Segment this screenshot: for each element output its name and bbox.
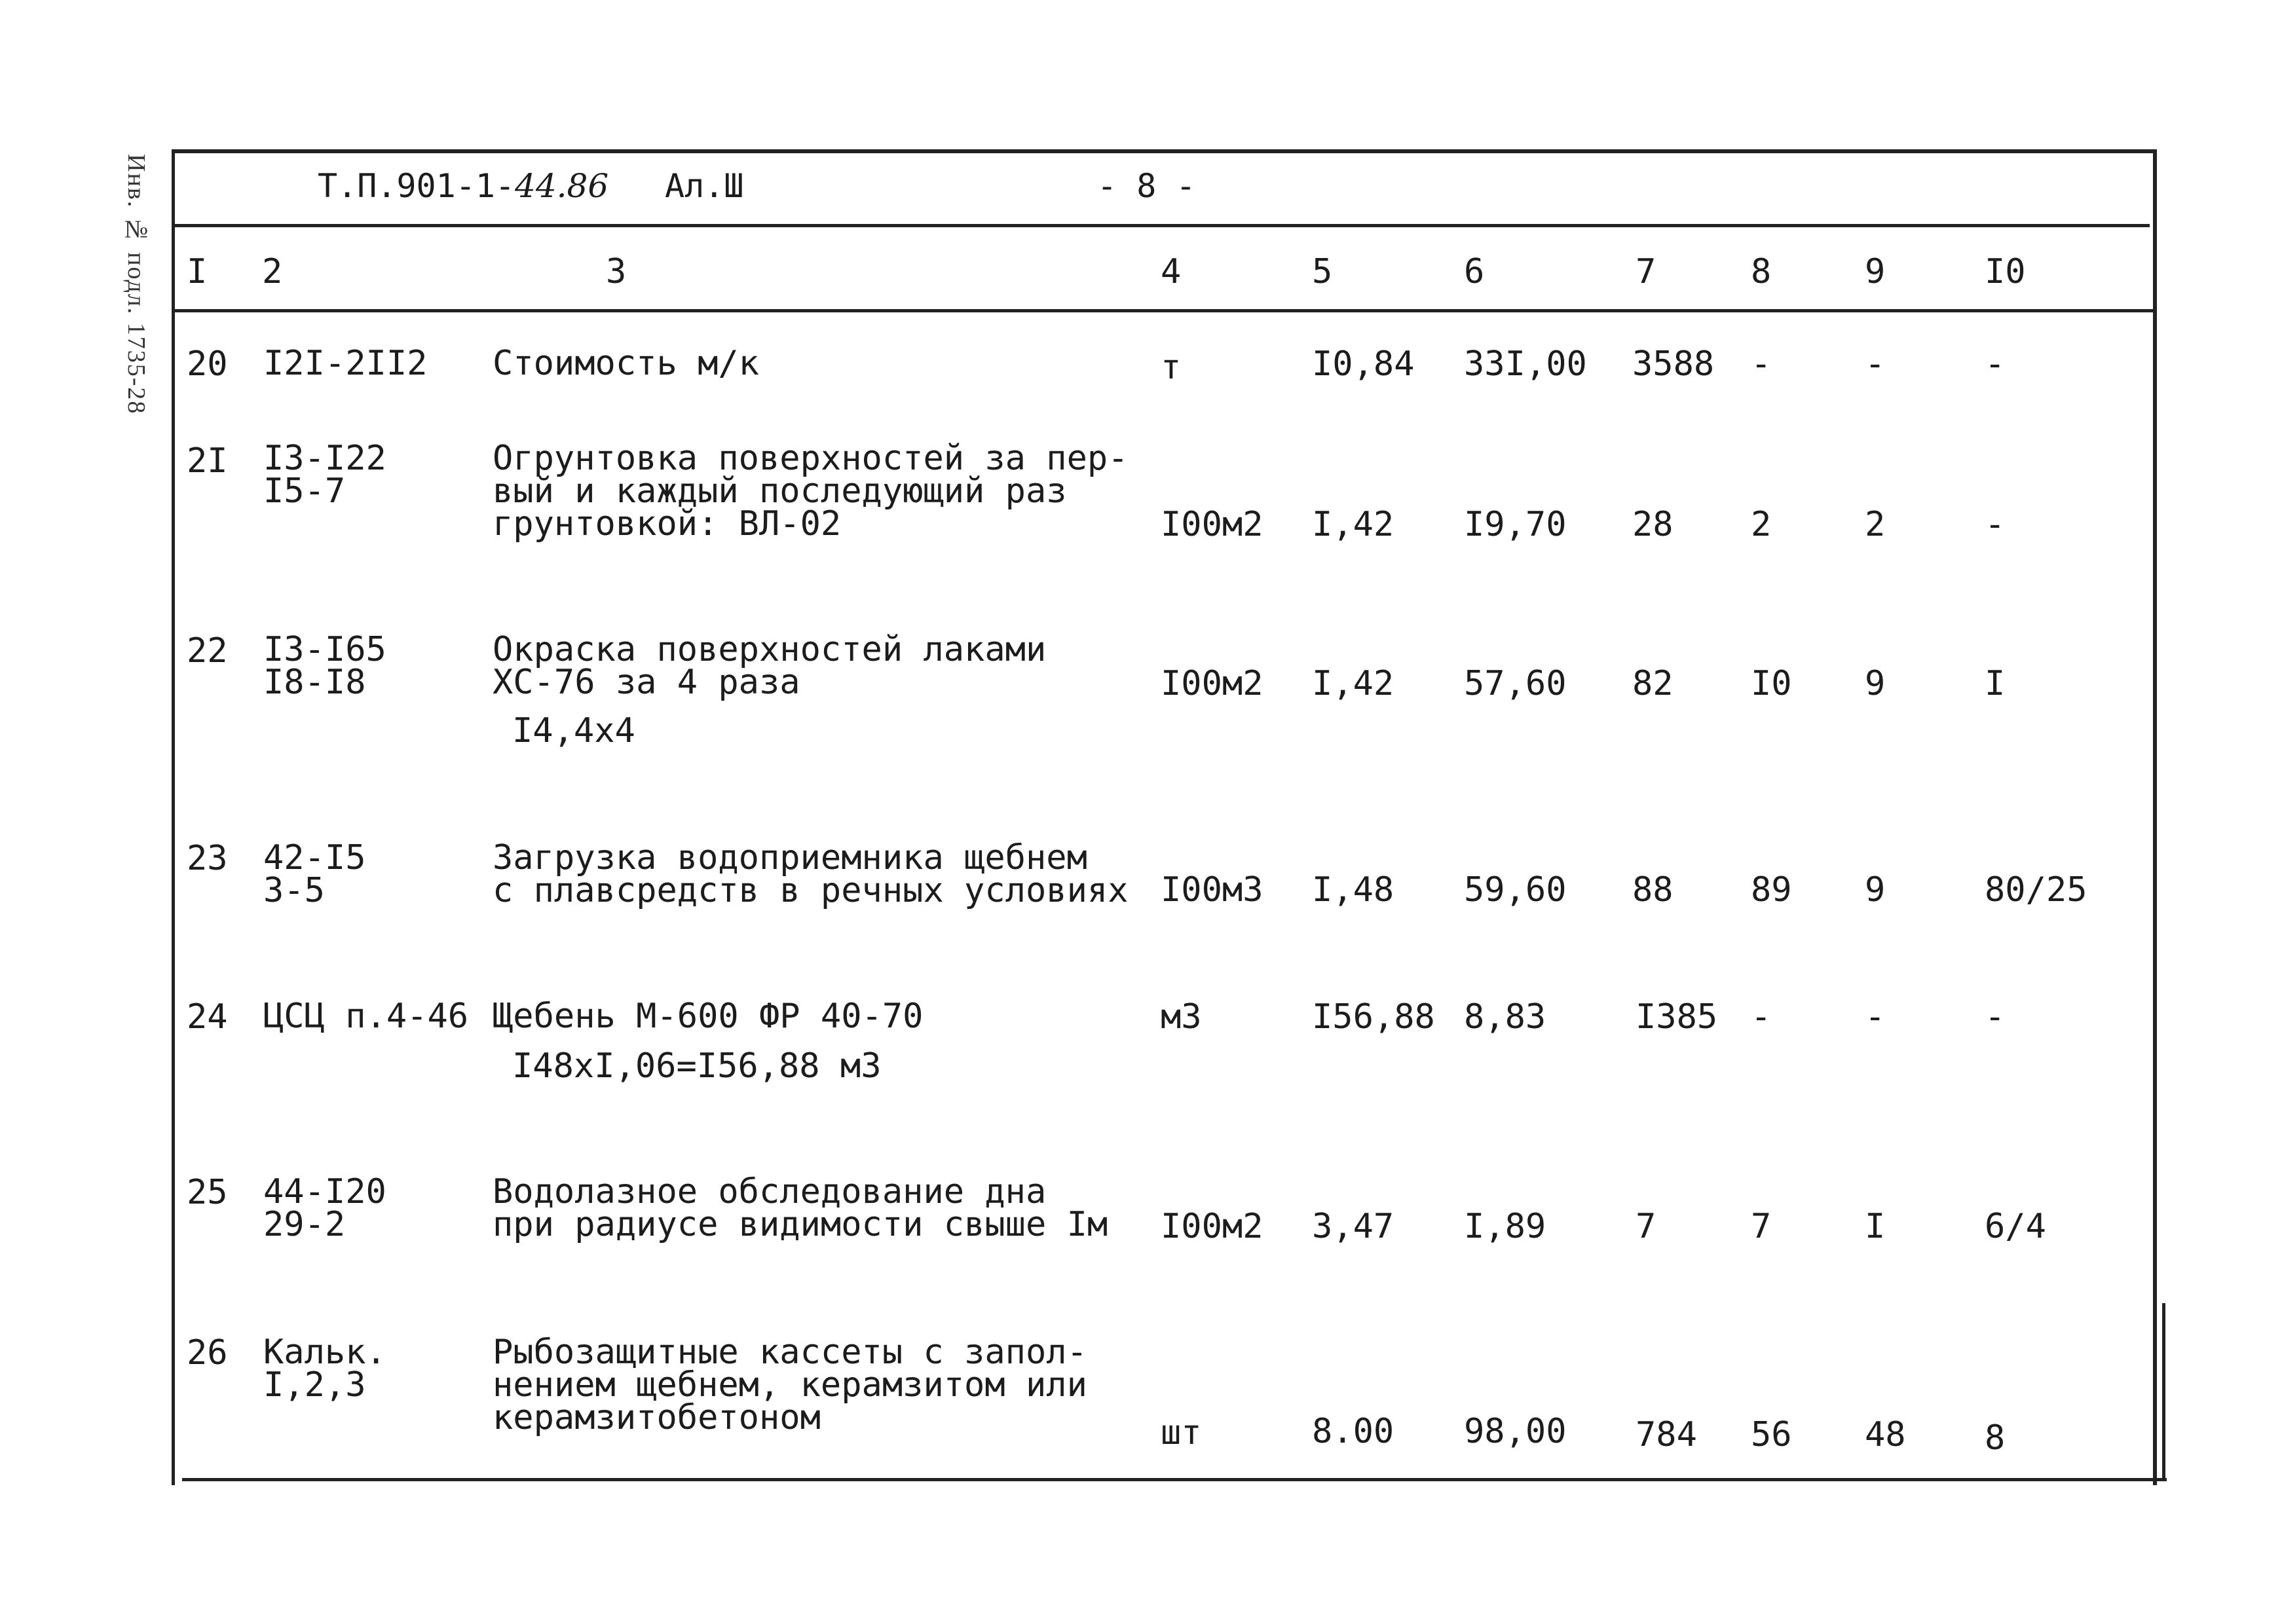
row-col9: -: [1865, 997, 1886, 1037]
row-number: 25: [187, 1173, 228, 1212]
col-head-6: 6: [1464, 252, 1485, 291]
row-col10: 80/25: [1985, 870, 2087, 910]
row-price: 59,60: [1464, 870, 1567, 910]
row-code: 42-I5 3-5: [263, 838, 366, 910]
row-number: 24: [187, 997, 228, 1037]
row-code: I3-I65 I8-I8: [263, 630, 386, 702]
row-code: ЦСЦ п.4-46: [263, 997, 469, 1036]
row-col8: 56: [1751, 1415, 1792, 1454]
row-unit: м3: [1161, 997, 1202, 1037]
row-note: I48xI,06=I56,88 м3: [512, 1046, 882, 1086]
row-col8: 7: [1751, 1207, 1772, 1246]
row-description: Окраска поверхностей лаками ХС-76 за 4 раза: [493, 630, 1047, 702]
row-quantity: I,48: [1312, 870, 1394, 910]
col-head-2: 2: [262, 252, 283, 291]
row-unit: I00м2: [1161, 1207, 1263, 1246]
row-quantity: I0,84: [1312, 344, 1415, 384]
row-number: 22: [187, 631, 228, 671]
row-total: 88: [1632, 870, 1674, 910]
row-total: 28: [1632, 505, 1674, 544]
row-description: Загрузка водоприемника щебнем с плавсредств в речных условиях: [493, 838, 1129, 910]
row-description: Щебень М-600 ФР 40-70: [493, 997, 924, 1036]
row-col9: I: [1865, 1207, 1886, 1246]
page-number: - 8 -: [1097, 167, 1196, 205]
row-price: 33I,00: [1464, 344, 1587, 384]
row-total: 3588: [1632, 344, 1715, 384]
row-col8: I0: [1751, 664, 1792, 703]
document-code: [318, 167, 608, 205]
row-col10: 8: [1985, 1418, 2006, 1458]
row-col9: -: [1865, 344, 1886, 384]
row-unit: I00м3: [1161, 870, 1263, 910]
col-head-9: 9: [1865, 252, 1886, 291]
row-price: 57,60: [1464, 664, 1567, 703]
row-col8: 2: [1751, 505, 1772, 544]
row-number: 20: [187, 344, 228, 384]
row-unit: шт: [1161, 1413, 1202, 1452]
row-unit: I00м2: [1161, 664, 1263, 703]
row-description: Рыбозащитные кассеты с запол- нением щебнем, керамзитом или керамзитобетоном: [493, 1333, 1087, 1437]
row-col8: -: [1751, 344, 1772, 384]
row-total: 82: [1632, 664, 1674, 703]
row-price: I,89: [1464, 1207, 1546, 1246]
row-code: I3-I22 I5-7: [263, 439, 386, 511]
col-head-1: I: [187, 252, 208, 291]
row-col8: -: [1751, 997, 1772, 1037]
row-unit: I00м2: [1161, 505, 1263, 544]
column-header-divider: [172, 309, 2153, 312]
row-price: 8,83: [1464, 997, 1546, 1037]
row-col10: -: [1985, 997, 2006, 1037]
row-code: 44-I20 29-2: [263, 1172, 386, 1244]
row-description: Стоимость м/к: [493, 344, 759, 383]
row-total: I385: [1636, 997, 1718, 1037]
row-number: 26: [187, 1333, 228, 1373]
row-note: I4,4x4: [512, 711, 635, 750]
row-col9: 2: [1865, 505, 1886, 544]
col-head-10: I0: [1985, 252, 2026, 291]
document-code-handwritten: 44.86: [515, 167, 609, 205]
margin-note: Инв. № подл. 1735-28: [122, 154, 150, 415]
right-border-extension: [2162, 1303, 2165, 1480]
row-col9: 48: [1865, 1415, 1906, 1454]
row-quantity: 8.00: [1312, 1412, 1394, 1451]
row-col9: 9: [1865, 664, 1886, 703]
row-code: Кальк. I,2,3: [263, 1333, 386, 1405]
row-col10: I: [1985, 664, 2006, 703]
album-label: Ал.Ш: [665, 167, 744, 205]
row-col10: -: [1985, 505, 2006, 544]
row-description: Огрунтовка поверхностей за пер- вый и каждый последующий раз грунтовкой: ВЛ-02: [493, 439, 1129, 544]
row-col10: 6/4: [1985, 1207, 2046, 1246]
document-code-prefix: Т.П.901-1-: [318, 167, 515, 205]
row-col10: -: [1985, 344, 2006, 384]
col-head-7: 7: [1636, 252, 1656, 291]
bottom-border: [182, 1478, 2167, 1481]
row-price: 98,00: [1464, 1412, 1567, 1451]
row-number: 23: [187, 839, 228, 878]
row-description: Водолазное обследование дна при радиусе видимости свыше Iм: [493, 1172, 1108, 1244]
col-head-4: 4: [1161, 252, 1182, 291]
row-code: I2I-2II2: [263, 344, 428, 383]
row-quantity: I56,88: [1312, 997, 1435, 1037]
row-quantity: I,42: [1312, 505, 1394, 544]
row-price: I9,70: [1464, 505, 1567, 544]
row-unit: т: [1161, 348, 1182, 387]
row-quantity: 3,47: [1312, 1207, 1394, 1246]
row-quantity: I,42: [1312, 664, 1394, 703]
row-col9: 9: [1865, 870, 1886, 910]
col-head-3: 3: [606, 252, 627, 291]
row-total: 784: [1636, 1415, 1697, 1454]
row-col8: 89: [1751, 870, 1792, 910]
row-number: 2I: [187, 441, 228, 481]
header-divider: [172, 224, 2150, 227]
col-head-8: 8: [1751, 252, 1772, 291]
col-head-5: 5: [1312, 252, 1333, 291]
row-total: 7: [1636, 1207, 1656, 1246]
